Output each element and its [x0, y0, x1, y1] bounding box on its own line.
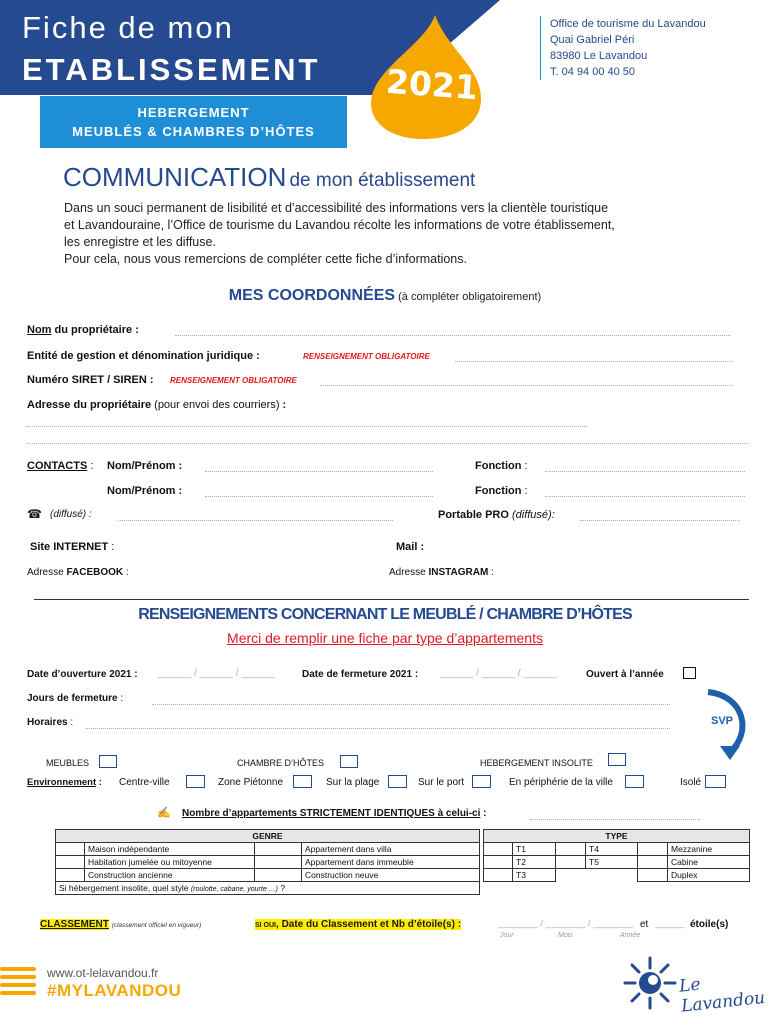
genre-checkbox[interactable] — [255, 856, 302, 869]
genre-option: Maison indépendante — [85, 843, 255, 856]
identical-count-field[interactable] — [530, 819, 700, 820]
env-centre-ville-label: Centre-ville — [119, 777, 170, 788]
genre-option: Appartement dans immeuble — [302, 856, 480, 869]
office-street: Quai Gabriel Péri — [550, 34, 635, 46]
siret-label: Numéro SIRET / SIREN : — [27, 374, 154, 386]
env-zone-pietonne-label: Zone Piétonne — [218, 777, 284, 788]
owner-name-field[interactable] — [175, 335, 731, 336]
env-peripherie-checkbox[interactable] — [625, 775, 644, 788]
required-note: RENSEIGNEMENT OBLIGATOIRE — [303, 352, 430, 361]
siret-field[interactable] — [320, 385, 732, 386]
type-option: T2 — [513, 856, 556, 869]
intro-line: Dans un souci permanent de lisibilité et d’accessibilité des informations vers la clientèle touristique — [64, 201, 609, 215]
genre-checkbox[interactable] — [56, 843, 85, 856]
office-city: 83980 Le Lavandou — [550, 50, 648, 62]
contact-name-label: Nom/Prénom : — [107, 460, 183, 472]
et-label: et — [640, 919, 649, 930]
facebook-label: Adresse FACEBOOK : — [27, 567, 129, 578]
office-name: Office de tourisme du Lavandou — [550, 18, 706, 30]
footer-hashtag: #MYLAVANDOU — [47, 981, 182, 1000]
address-label: Adresse du propriétaire (pour envoi des courriers) : — [27, 399, 287, 411]
closing-date-label: Date de fermeture 2021 : — [302, 669, 419, 680]
communication-title-small: de mon établissement — [289, 170, 476, 191]
contact-name-label: Nom/Prénom : — [107, 485, 183, 497]
type-option: T3 — [513, 869, 556, 882]
etoiles-label: étoile(s) — [690, 919, 729, 930]
type-checkbox[interactable] — [556, 856, 586, 869]
chambre-label: CHAMBRE D’HÔTES — [237, 758, 325, 768]
portable-label: Portable PRO (diffusé): — [438, 509, 555, 521]
writing-hand-icon: ✍ — [157, 807, 171, 819]
env-plage-label: Sur la plage — [326, 777, 380, 788]
table-row — [484, 869, 750, 882]
title-line1: Fiche de mon — [22, 10, 234, 45]
chambre-checkbox[interactable] — [340, 755, 358, 768]
title-line2: ETABLISSEMENT — [22, 52, 321, 87]
type-checkbox[interactable] — [638, 856, 668, 869]
open-all-year-checkbox[interactable] — [683, 667, 696, 679]
entity-label: Entité de gestion et dénomination juridique : — [27, 350, 260, 362]
entity-field[interactable] — [455, 361, 732, 362]
env-zone-pietonne-checkbox[interactable] — [293, 775, 312, 788]
genre-option: Appartement dans villa — [302, 843, 480, 856]
footer-brand: Le Lavandou — [678, 974, 767, 1017]
sub-annee: Année — [620, 932, 641, 939]
genre-checkbox[interactable] — [56, 856, 85, 869]
renseignements-heading: RENSEIGNEMENTS CONCERNANT LE MEUBLÉ / CHAMBRE D’HÔTES — [138, 606, 632, 623]
table-row — [484, 843, 750, 856]
contacts-label: CONTACTS : — [27, 460, 94, 472]
env-centre-ville-checkbox[interactable] — [186, 775, 205, 788]
open-all-year-label: Ouvert à l’année — [586, 669, 664, 680]
year-badge: 2021 — [384, 61, 480, 108]
classement-date-field[interactable]: ________ / ________ / ________ — [498, 918, 634, 928]
genre-checkbox[interactable] — [56, 869, 85, 882]
type-empty — [556, 869, 586, 882]
svp-label: SVP — [711, 715, 734, 727]
intro-paragraph — [64, 200, 744, 268]
table-row — [56, 869, 480, 882]
required-note: RENSEIGNEMENT OBLIGATOIRE — [170, 376, 297, 385]
sub-jour: Jour — [500, 932, 514, 939]
communication-title — [63, 162, 475, 193]
table-row — [56, 882, 480, 895]
contact-name-field-2[interactable] — [205, 496, 433, 497]
insolite-checkbox[interactable] — [608, 753, 626, 766]
genre-checkbox[interactable] — [255, 869, 302, 882]
office-address — [540, 16, 706, 80]
phone-field[interactable] — [118, 520, 393, 521]
type-option: T5 — [586, 856, 638, 869]
address-field-2[interactable] — [27, 443, 749, 444]
phone-diffuse-label: (diffusé) : — [50, 509, 92, 520]
waves-icon — [0, 965, 40, 1005]
fonction-label: Fonction : — [475, 460, 528, 472]
genre-header: GENRE — [56, 830, 480, 843]
genre-option: Construction ancienne — [85, 869, 255, 882]
genre-option: Construction neuve — [302, 869, 480, 882]
env-port-label: Sur le port — [418, 777, 465, 788]
coordonnees-subtitle: (à compléter obligatoirement) — [398, 291, 542, 303]
type-option: Mezzanine — [668, 843, 750, 856]
env-isole-checkbox[interactable] — [705, 775, 726, 788]
fonction-label: Fonction : — [475, 485, 528, 497]
phone-icon: ☎ — [27, 507, 42, 521]
intro-line: les enregistre et les diffuse. — [64, 235, 216, 249]
identical-count-label: Nombre d’appartements STRICTEMENT IDENTIQUES à celui-ci : — [182, 808, 487, 819]
type-header: TYPE — [484, 830, 750, 843]
type-option: T1 — [513, 843, 556, 856]
type-checkbox[interactable] — [484, 856, 513, 869]
table-row — [484, 856, 750, 869]
footer-website[interactable]: www.ot-lelavandou.fr — [47, 966, 159, 980]
intro-line: Pour cela, nous vous remercions de compléter cette fiche d’informations. — [64, 252, 467, 266]
communication-title-big: COMMUNICATION — [63, 162, 287, 192]
classement-label: CLASSEMENT — [40, 919, 109, 930]
owner-name-label: Nom du propriétaire : — [27, 324, 139, 336]
type-checkbox[interactable] — [484, 843, 513, 856]
type-checkbox[interactable] — [556, 843, 586, 856]
section-divider — [34, 599, 749, 600]
type-option: T4 — [586, 843, 638, 856]
fonction-field-2[interactable] — [545, 496, 745, 497]
opening-date-label: Date d’ouverture 2021 : — [27, 669, 138, 680]
type-checkbox[interactable] — [638, 869, 668, 882]
hours-field[interactable] — [85, 728, 670, 729]
category-box — [40, 96, 347, 148]
table-row — [56, 856, 480, 869]
stars-field[interactable]: ______ — [655, 918, 686, 928]
type-option: Duplex — [668, 869, 750, 882]
meubles-checkbox[interactable] — [99, 755, 117, 768]
coordonnees-heading — [0, 287, 770, 305]
insolite-label: HEBERGEMENT INSOLITE — [480, 758, 593, 768]
closing-date-field[interactable]: ______ / ______ / ______ — [440, 668, 557, 679]
meubles-label: MEUBLES — [46, 758, 90, 768]
closing-days-label: Jours de fermeture : — [27, 693, 124, 704]
coordonnees-title: MES COORDONNÉES — [228, 287, 396, 304]
classement-date-label: SI OUI, Date du Classement et Nb d’étoile(s) : — [255, 919, 462, 930]
env-peripherie-label: En périphérie de la ville — [509, 777, 613, 788]
type-table — [483, 829, 750, 882]
mail-label: Mail : — [396, 541, 425, 553]
environment-label: Environnement : — [27, 777, 102, 788]
category-line2: MEUBLÉS & CHAMBRES D’HÔTES — [72, 124, 315, 139]
intro-line: et Lavandouraine, l’Office de tourisme du Lavandou récolte les informations de votre établissement, — [64, 218, 615, 232]
env-isole-label: Isolé — [680, 777, 702, 788]
instagram-label: Adresse INSTAGRAM : — [389, 567, 494, 578]
table-row — [56, 843, 480, 856]
office-phone: T. 04 94 00 40 50 — [550, 66, 636, 78]
site-label: Site INTERNET : — [30, 541, 115, 553]
type-checkbox[interactable] — [484, 869, 513, 882]
insolite-style-row[interactable]: Si hébergement insolite, quel style (roulotte, cabane, yourte …) ? — [56, 882, 480, 895]
sub-mois: Mois — [558, 932, 573, 939]
type-checkbox[interactable] — [638, 843, 668, 856]
env-port-checkbox[interactable] — [472, 775, 491, 788]
genre-checkbox[interactable] — [255, 843, 302, 856]
contact-name-field-1[interactable] — [205, 471, 433, 472]
classement-row — [40, 919, 201, 930]
type-empty — [586, 869, 638, 882]
category-line1: HEBERGEMENT — [137, 105, 250, 120]
genre-table — [55, 829, 480, 895]
closing-days-field[interactable] — [152, 704, 670, 705]
merci-note: Merci de remplir une fiche par type d’appartements — [227, 630, 543, 646]
address-field-1[interactable] — [27, 426, 587, 427]
opening-date-field[interactable]: ______ / ______ / ______ — [158, 668, 275, 679]
type-option: Cabine — [668, 856, 750, 869]
fonction-field-1[interactable] — [545, 471, 745, 472]
portable-field[interactable] — [580, 520, 740, 521]
hours-label: Horaires : — [27, 717, 74, 728]
classement-note: (classement officiel en vigueur) — [111, 922, 202, 929]
env-plage-checkbox[interactable] — [388, 775, 407, 788]
genre-option: Habitation jumelée ou mitoyenne — [85, 856, 255, 869]
sun-logo-icon — [622, 955, 678, 1011]
